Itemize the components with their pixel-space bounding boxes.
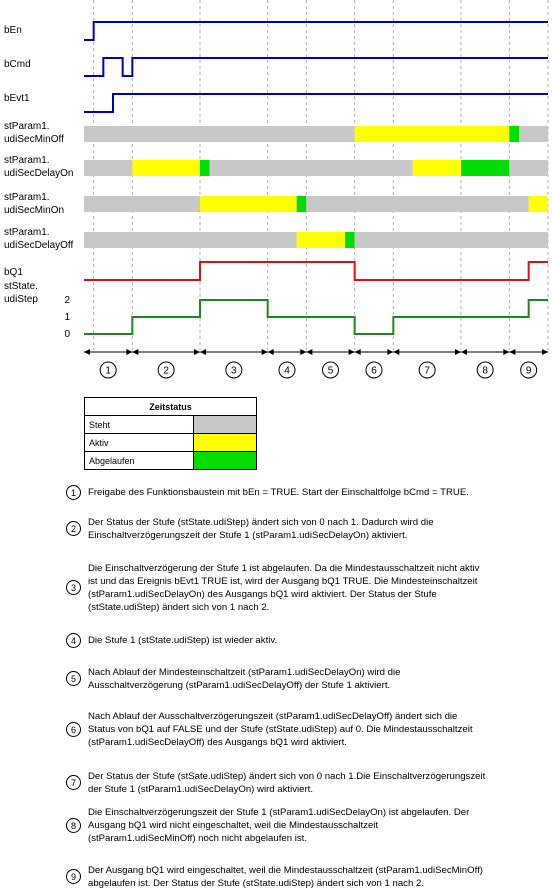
phase-number: 3 bbox=[231, 365, 237, 377]
note-number-circle: 1 bbox=[66, 485, 81, 500]
bar-segment-steht bbox=[84, 160, 132, 176]
phase-arrow-right bbox=[349, 349, 355, 355]
phase-arrow-right bbox=[542, 349, 548, 355]
phase-arrow-left bbox=[132, 349, 138, 355]
bar-segment-aktiv bbox=[413, 160, 461, 176]
note-line: Ausgang bQ1 wird nicht eingeschaltet, weil die Mindestausschaltzeit bbox=[88, 820, 379, 831]
signal-label: bEvt1 bbox=[4, 93, 30, 104]
bar-segment-abgelaufen bbox=[461, 160, 509, 176]
bar-segment-steht bbox=[210, 160, 413, 176]
status-bar bbox=[84, 196, 548, 212]
signal-label: udiSecMinOff bbox=[4, 134, 64, 145]
phase-arrow-left bbox=[393, 349, 399, 355]
signal-label: stParam1. bbox=[4, 192, 50, 203]
bar-segment-aktiv bbox=[529, 196, 548, 212]
note-line: Die Einschaltverzögerung der Stufe 1 ist abgelaufen. Da die Mindestausschaltzeit nicht aktiv bbox=[88, 563, 480, 574]
note-number-circle: 2 bbox=[66, 521, 81, 536]
phase-arrow-left bbox=[84, 349, 90, 355]
signal-waveform bbox=[84, 262, 548, 280]
legend-swatch-aktiv bbox=[194, 434, 257, 452]
legend-row-steht bbox=[85, 416, 257, 434]
zeitstatus-legend bbox=[84, 397, 257, 470]
phase-arrow-left bbox=[200, 349, 206, 355]
phase-number: 1 bbox=[105, 365, 111, 377]
signal-label: stParam1. bbox=[4, 121, 50, 132]
note-text bbox=[88, 634, 552, 647]
note-text bbox=[88, 770, 552, 796]
signal-label: udiStep bbox=[4, 294, 38, 305]
signal-label: stParam1. bbox=[4, 227, 50, 238]
note-line: Der Ausgang bQ1 wird eingeschaltet, weil die Mindestausschaltzeit (stParam1.udiSecMinOff) bbox=[88, 865, 483, 876]
signal-label: bQ1 bbox=[4, 267, 23, 278]
legend-swatch-abgelaufen bbox=[194, 452, 257, 470]
legend-label: Steht bbox=[85, 416, 194, 434]
bar-segment-steht bbox=[509, 160, 548, 176]
step-tick-label: 0 bbox=[64, 329, 70, 340]
legend-label: Abgelaufen bbox=[85, 452, 194, 470]
phase-arrow-left bbox=[355, 349, 361, 355]
legend-row-aktiv bbox=[85, 434, 257, 452]
note-line: (stParam1.udiSecDelayOff) des Ausgangs bQ1 wird aktiviert. bbox=[88, 737, 347, 748]
status-bar bbox=[84, 126, 548, 142]
phase-arrow-left bbox=[268, 349, 274, 355]
note-number-circle: 8 bbox=[66, 818, 81, 833]
phase-arrow-left bbox=[461, 349, 467, 355]
note-text bbox=[88, 864, 552, 890]
note-line: der Stufe 1 (stParam1.udiSecDelayOn) wird aktiviert. bbox=[88, 784, 314, 795]
signal-waveform bbox=[84, 58, 548, 76]
note-line: (stParam1.udiSecMinOff) noch nicht abgelaufen ist. bbox=[88, 833, 307, 844]
phase-number: 4 bbox=[284, 365, 290, 377]
note-line: Der Status der Stufe (stSate.udiStep) ändert sich von 0 nach 1.Die Einschaltverzögerungszeit bbox=[88, 771, 486, 782]
legend-title: Zeitstatus bbox=[85, 398, 257, 416]
phase-arrow-right bbox=[300, 349, 306, 355]
note-text bbox=[88, 710, 552, 749]
phase-number: 8 bbox=[482, 365, 488, 377]
phase-arrow-right bbox=[126, 349, 132, 355]
note-text bbox=[88, 562, 552, 614]
note-line: (stParam1.udiSecDelayOn) des Ausgangs bQ1 wird aktiviert. Der Status der Stufe bbox=[88, 589, 437, 600]
bar-segment-aktiv bbox=[297, 232, 345, 248]
note-number-circle: 7 bbox=[66, 775, 81, 790]
bar-segment-aktiv bbox=[355, 126, 510, 142]
note-text bbox=[88, 666, 552, 692]
legend-row-abgelaufen bbox=[85, 452, 257, 470]
phase-arrow-right bbox=[503, 349, 509, 355]
bar-segment-aktiv bbox=[132, 160, 200, 176]
bar-segment-abgelaufen bbox=[200, 160, 210, 176]
phase-arrow-right bbox=[455, 349, 461, 355]
note-line: Die Stufe 1 (stState.udiStep) ist wieder aktiv. bbox=[88, 635, 278, 646]
signal-label: bEn bbox=[4, 25, 22, 36]
legend-label: Aktiv bbox=[85, 434, 194, 452]
note-number-circle: 5 bbox=[66, 671, 81, 686]
phase-number: 2 bbox=[163, 365, 169, 377]
phase-arrow-right bbox=[194, 349, 200, 355]
legend-swatch-steht bbox=[194, 416, 257, 434]
note-text bbox=[88, 486, 552, 499]
note-line: abgelaufen ist. Der Status der Stufe (stState.udiStep) ändert sich von 1 nach 2. bbox=[88, 878, 424, 889]
signal-waveform bbox=[84, 94, 548, 112]
phase-arrow-right bbox=[387, 349, 393, 355]
signal-label: stState. bbox=[4, 281, 38, 292]
note-line: (stState.udiStep) ändert sich von 1 nach 2. bbox=[88, 602, 270, 613]
note-line: Status von bQ1 auf FALSE und der Stufe (stState.udiStep) auf 0. Die Mindestausschaltzeit bbox=[88, 724, 473, 735]
bar-segment-steht bbox=[84, 126, 355, 142]
status-bar bbox=[84, 232, 548, 248]
step-waveform bbox=[84, 300, 548, 334]
signal-label: udiSecDelayOn bbox=[4, 168, 74, 179]
note-text bbox=[88, 516, 552, 542]
bar-segment-aktiv bbox=[200, 196, 297, 212]
bar-segment-steht bbox=[519, 126, 548, 142]
phase-arrow-left bbox=[306, 349, 312, 355]
bar-segment-abgelaufen bbox=[345, 232, 355, 248]
bar-segment-steht bbox=[355, 232, 548, 248]
note-line: Nach Ablauf der Mindesteinschaltzeit (stParam1.udiSecDelayOn) wird die bbox=[88, 667, 401, 678]
bar-segment-steht bbox=[306, 196, 528, 212]
signal-label: stParam1. bbox=[4, 155, 50, 166]
status-bar bbox=[84, 160, 548, 176]
phase-arrow-right bbox=[262, 349, 268, 355]
bar-segment-abgelaufen bbox=[297, 196, 307, 212]
note-text bbox=[88, 806, 552, 845]
note-number-circle: 6 bbox=[66, 722, 81, 737]
note-line: Ausschaltverzögerung (stParam1.udiSecDelayOff) der Stufe 1 aktiviert. bbox=[88, 680, 391, 691]
note-line: Der Status der Stufe (stState.udiStep) ändert sich von 0 nach 1. Dadurch wird die bbox=[88, 517, 434, 528]
timing-diagram bbox=[0, 0, 552, 390]
signal-label: udiSecDelayOff bbox=[4, 240, 74, 251]
bar-segment-steht bbox=[84, 232, 297, 248]
signal-waveform bbox=[84, 22, 548, 40]
phase-arrow-left bbox=[509, 349, 515, 355]
note-number-circle: 9 bbox=[66, 869, 81, 884]
phase-number: 9 bbox=[525, 365, 532, 377]
note-line: ist und das Ereignis bEvt1 TRUE ist, wird der Ausgang bQ1 TRUE. Die Mindesteinschaltzeit bbox=[88, 576, 478, 587]
note-line: Freigabe des Funktionsbaustein mit bEn = TRUE. Start der Einschaltfolge bCmd = TRUE. bbox=[88, 487, 469, 498]
note-line: Die Einschaltverzögerungszeit der Stufe 1 (stParam1.udiSecDelayOn) ist abgelaufen. Der bbox=[88, 807, 470, 818]
phase-number: 6 bbox=[371, 365, 377, 377]
bar-segment-abgelaufen bbox=[509, 126, 519, 142]
step-tick-label: 1 bbox=[64, 312, 70, 323]
signal-label: bCmd bbox=[4, 59, 31, 70]
phase-number: 7 bbox=[424, 365, 430, 377]
note-number-circle: 3 bbox=[66, 580, 81, 595]
note-number-circle: 4 bbox=[66, 633, 81, 648]
phase-number: 5 bbox=[327, 365, 334, 377]
bar-segment-steht bbox=[84, 196, 200, 212]
step-tick-label: 2 bbox=[64, 295, 70, 306]
note-line: Einschaltverzögerungszeit der Stufe 1 (stParam1.udiSecDelayOn) aktiviert. bbox=[88, 530, 408, 541]
note-line: Nach Ablauf der Ausschaltverzögerungszeit (stParam1.udiSecDelayOff) ändert sich die bbox=[88, 711, 458, 722]
signal-label: udiSecMinOn bbox=[4, 205, 65, 216]
